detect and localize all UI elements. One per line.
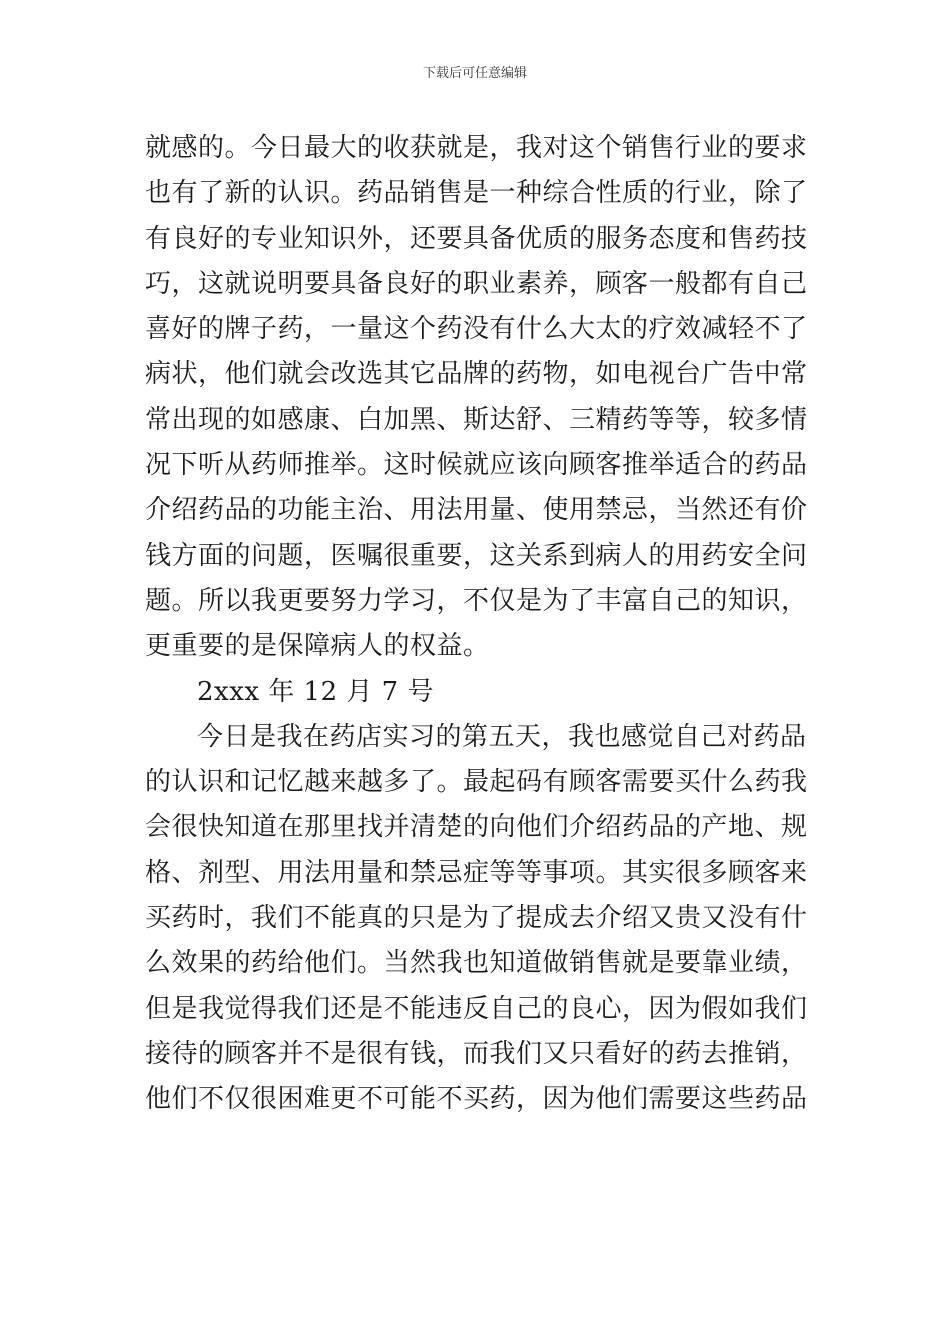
text-line: 有良好的专业知识外，还要具备优质的服务态度和售药技	[145, 223, 808, 254]
text-line: 的认识和记忆越来越多了。最起码有顾客需要买什么药我	[145, 767, 808, 798]
text-line: 喜好的牌子药，一量这个药没有什么大太的疗效减轻不了	[145, 314, 808, 345]
text-line: 题。所以我更要努力学习，不仅是为了丰富自己的知识，	[145, 585, 808, 616]
text-line: 就感的。今日最大的收获就是，我对这个销售行业的要求	[145, 133, 808, 163]
text-line: 更重要的是保障病人的权益。	[145, 631, 490, 662]
text-line: 病状，他们就会改选其它品牌的药物，如电视台广告中常	[145, 359, 808, 390]
page-header: 下载后可任意编辑	[422, 66, 527, 81]
text-line: 巧，这就说明要具备良好的职业素养，顾客一般都有自己	[145, 268, 808, 299]
text-line: 常出现的如感康、白加黑、斯达舒、三精药等等，较多情	[145, 404, 808, 435]
text-line: 会很快知道在那里找并清楚的向他们介绍药品的产地、规	[145, 812, 808, 843]
text-line: 但是我觉得我们还是不能违反自己的良心，因为假如我们	[145, 993, 808, 1024]
text-line: 格、剂型、用法用量和禁忌症等等事项。其实很多顾客来	[145, 857, 808, 888]
text-line: 么效果的药给他们。当然我也知道做销售就是要靠业绩，	[145, 948, 808, 979]
text-line: 况下听从药师推举。这时候就应该向顾客推举适合的药品	[145, 450, 808, 481]
text-line: 钱方面的问题，医嘱很重要，这关系到病人的用药安全问	[145, 540, 808, 571]
text-line: 买药时，我们不能真的只是为了提成去介绍又贵又没有什	[145, 903, 808, 934]
text-line: 他们不仅很困难更不可能不买药，因为他们需要这些药品	[145, 1084, 808, 1115]
text-line: 也有了新的认识。药品销售是一种综合性质的行业，除了	[145, 178, 808, 209]
text-line: 接待的顾客并不是很有钱，而我们又只看好的药去推销，	[145, 1038, 808, 1069]
text-line: 介绍药品的功能主治、用法用量、使用禁忌，当然还有价	[145, 495, 808, 526]
paragraph-first-line: 今日是我在药店实习的第五天，我也感觉自己对药品	[197, 721, 807, 752]
date-heading: 2xxx 年 12 月 7 号	[197, 676, 434, 707]
document-body	[145, 126, 808, 1123]
